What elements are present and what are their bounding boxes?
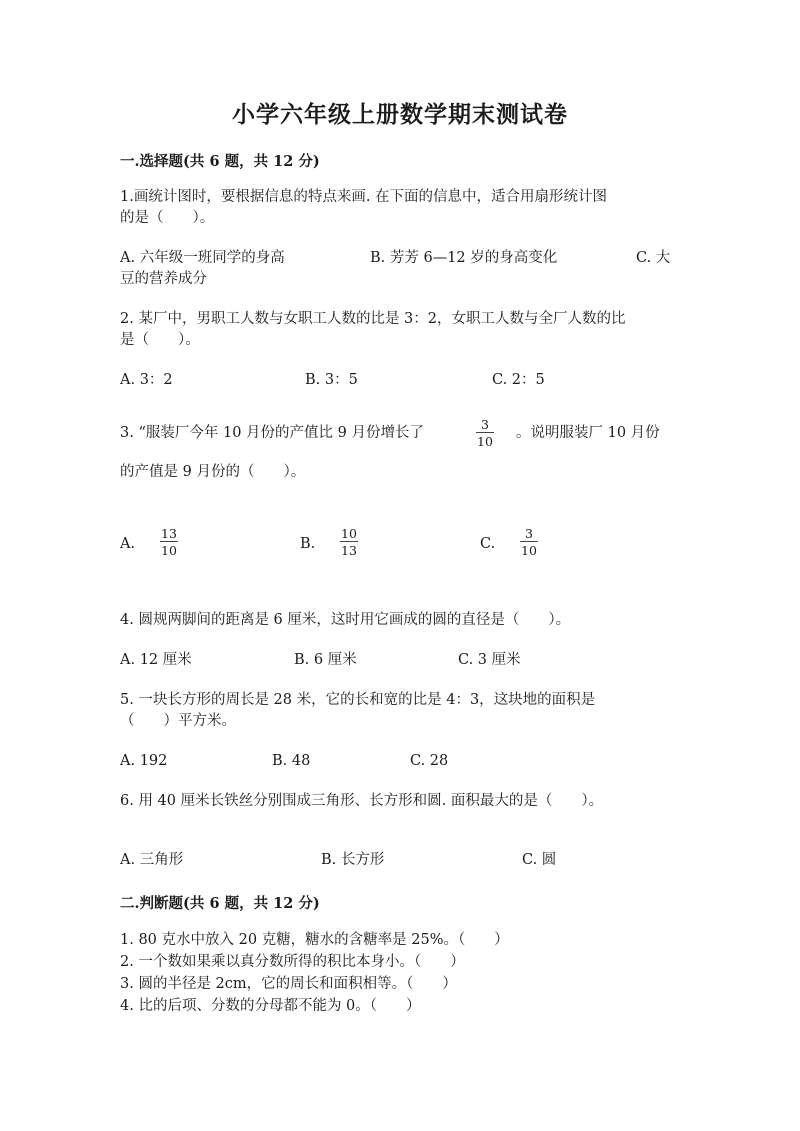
judge-item-4: 4. 比的后项、分数的分母都不能为 0。（ ） xyxy=(120,998,421,1014)
page-title: 小学六年级上册数学期末测试卷 xyxy=(232,101,568,128)
fraction-numerator: 10 xyxy=(341,526,357,541)
fraction-denominator: 10 xyxy=(477,434,493,449)
question-2-text-line2: 是（ ）。 xyxy=(120,332,200,348)
fraction-bar xyxy=(520,541,538,542)
question-6-option-c: C. 圆 xyxy=(522,852,557,868)
question-3-option-a-fraction xyxy=(160,527,178,557)
question-1-option-c-continued: 豆的营养成分 xyxy=(120,271,207,287)
question-6-option-a: A. 三角形 xyxy=(120,852,184,868)
question-3-option-c-fraction xyxy=(520,527,538,557)
question-6-text: 6. 用 40 厘米长铁丝分别围成三角形、长方形和圆. 面积最大的是（ ）。 xyxy=(120,793,604,809)
question-3-text-line1-before: 3. “服装厂今年 10 月份的产值比 9 月份增长了 xyxy=(120,425,424,441)
question-5-option-c: C. 28 xyxy=(410,753,449,769)
section-heading-true-false: 二.判断题(共 6 题，共 12 分) xyxy=(120,895,320,912)
question-5-text-line1: 5. 一块长方形的周长是 28 米，它的长和宽的比是 4：3，这块地的面积是 xyxy=(120,692,596,708)
question-1-option-c: C. 大 xyxy=(636,250,671,266)
question-3-text-line2: 的产值是 9 月份的（ ）。 xyxy=(120,464,306,480)
question-6-option-b: B. 长方形 xyxy=(321,852,385,868)
question-2-option-c: C. 2：5 xyxy=(492,372,545,388)
fraction-denominator: 10 xyxy=(521,543,537,558)
judge-item-2: 2. 一个数如果乘以真分数所得的积比本身小。（ ） xyxy=(120,954,465,970)
fraction-numerator: 3 xyxy=(481,417,489,432)
question-2-option-b: B. 3：5 xyxy=(305,372,358,388)
question-1-text-line1: 1.画统计图时，要根据信息的特点来画. 在下面的信息中，适合用扇形统计图 xyxy=(120,189,608,205)
fraction-numerator: 3 xyxy=(525,526,533,541)
question-5-option-b: B. 48 xyxy=(272,753,311,769)
judge-item-3: 3. 圆的半径是 2cm，它的周长和面积相等。（ ） xyxy=(120,976,457,992)
question-5-text-line2: （ ）平方米。 xyxy=(120,713,236,729)
question-1-option-b: B. 芳芳 6—12 岁的身高变化 xyxy=(370,250,558,266)
question-3-option-b-fraction xyxy=(340,527,358,557)
question-4-option-c: C. 3 厘米 xyxy=(458,652,521,668)
question-4-option-a: A. 12 厘米 xyxy=(120,652,192,668)
fraction-numerator: 13 xyxy=(161,526,177,541)
question-3-fraction xyxy=(476,418,494,448)
question-3-text-line1-after: 。说明服装厂 10 月份 xyxy=(516,425,660,441)
fraction-bar xyxy=(340,541,358,542)
fraction-bar xyxy=(476,432,494,433)
question-1-text-line2: 的是（ ）。 xyxy=(120,210,215,226)
question-5-option-a: A. 192 xyxy=(120,753,168,769)
question-4-option-b: B. 6 厘米 xyxy=(294,652,357,668)
section-heading-choice: 一.选择题(共 6 题，共 12 分) xyxy=(120,153,320,170)
question-3-option-b-label: B. xyxy=(300,536,316,552)
fraction-bar xyxy=(160,541,178,542)
question-1-option-a: A. 六年级一班同学的身高 xyxy=(120,250,285,266)
fraction-denominator: 13 xyxy=(341,543,357,558)
question-3-option-a-label: A. xyxy=(120,536,136,552)
fraction-denominator: 10 xyxy=(161,543,177,558)
judge-item-1: 1. 80 克水中放入 20 克糖，糖水的含糖率是 25%。（ ） xyxy=(120,932,509,948)
question-4-text: 4. 圆规两脚间的距离是 6 厘米，这时用它画成的圆的直径是（ ）。 xyxy=(120,612,571,628)
question-3-option-c-label: C. xyxy=(480,536,496,552)
question-2-option-a: A. 3：2 xyxy=(120,372,173,388)
question-2-text-line1: 2. 某厂中，男职工人数与女职工人数的比是 3：2，女职工人数与全厂人数的比 xyxy=(120,311,626,327)
